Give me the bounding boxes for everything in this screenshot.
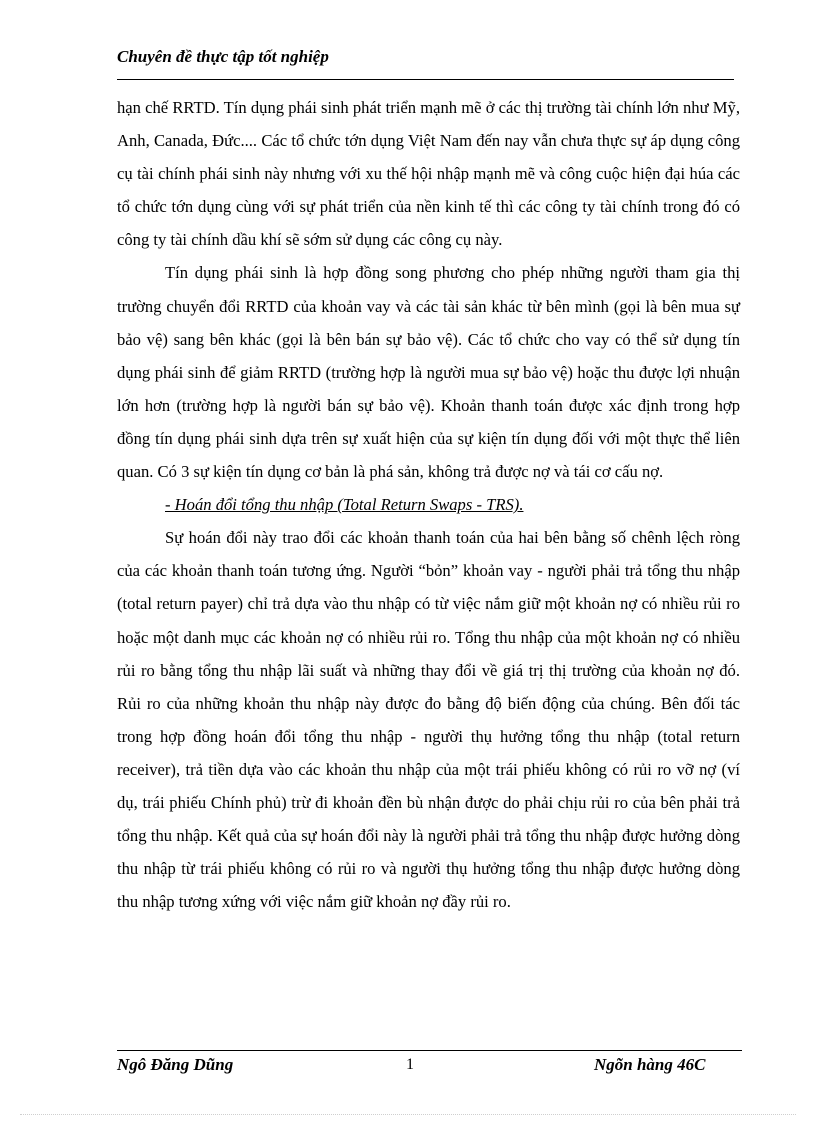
page-number: 1 — [406, 1056, 414, 1073]
paragraph-trs: Sự hoán đổi này trao đổi các khoản thanh toán của hai bên bằng số chênh lệch ròng của các khoản thanh toán tương ứng. Người “bỏn” khoản vay - người phải trả tổng thu nhập (total return payer) chỉ trả dựa vào thu nhập có từ việc nắm giữ một khoản nợ có nhiều rủi ro hoặc một danh mục các khoản nợ có nhiều rủi ro. Tổng thu nhập của một khoản nợ có nhiều rủi ro bằng tổng thu nhập lãi suất và những thay đổi về giá trị thị trường của khoản nợ đó. Rủi ro của những khoản thu nhập này được đo bằng độ biến động của chúng. Bên đối tác trong hợp đồng hoán đổi tổng thu nhập - người thụ hưởng tổng thu nhập (total return receiver), trả tiền dựa vào các khoản thu nhập của một trái phiếu không có rủi ro vỡ nợ (ví dụ, trái phiếu Chính phủ) trừ đi khoản đền bù nhận được do phải chịu rủi ro của bên phải trả tổng thu nhập. Kết quả của sự hoán đổi này là người phải trả tổng thu nhập được hưởng dòng thu nhập từ trái phiếu không có rủi ro và người thụ hưởng tổng thu nhập được hưởng dòng thu nhập tương xứng với việc nắm giữ khoản nợ đầy rủi ro. — [117, 528, 740, 912]
paragraph-credit-derivatives: Tín dụng phái sinh là hợp đồng song phương cho phép những người tham gia thị trường chuyển đổi RRTD của khoản vay và các tài sản khác từ bên mình (gọi là bên mua sự bảo vệ) sang bên khác (gọi là bên bán sự bảo vệ). Các tổ chức cho vay có thể sử dụng tín dụng phái sinh để giảm RRTD (trường hợp là người mua sự bảo vệ) hoặc thu được lợi nhuận lớn hơn (trường hợp là người bán sự bảo vệ). Khoản thanh toán được xác định trong hợp đồng tín dụng phái sinh dựa trên sự xuất hiện của sự kiện tín dụng đối với một thực thể liên quan. Có 3 sự kiện tín dụng cơ bản là phá sản, không trả được nợ và tái cơ cấu nợ. — [117, 263, 740, 482]
footer-class-name: Ngõn hàng 46C — [594, 1055, 706, 1074]
footer-divider — [117, 1050, 742, 1051]
page-header-title: Chuyên đề thực tập tốt nghiệp — [117, 47, 329, 66]
header-divider — [117, 79, 734, 80]
section-subheading-trs: - Hoán đổi tổng thu nhập (Total Return Swaps - TRS). — [165, 495, 524, 515]
document-body — [117, 91, 740, 918]
footer-author: Ngô Đăng Dũng — [117, 1055, 234, 1074]
paragraph-continued: hạn chế RRTD. Tín dụng phái sinh phát triển mạnh mẽ ở các thị trường tài chính lớn như Mỹ, Anh, Canada, Đức.... Các tổ chức tớn dụng Việt Nam đến nay vẫn chưa thực sự áp dụng công cụ tài chính phái sinh này nhưng với xu thế hội nhập mạnh mẽ và công cuộc hiện đại húa các tổ chức tớn dụng cùng với sự phát triển của nền kinh tế thì các công ty tài chính trong đó có công ty tài chính dầu khí sẽ sớm sử dụng các công cụ này. — [117, 98, 740, 250]
page-edge-line — [20, 1114, 796, 1115]
